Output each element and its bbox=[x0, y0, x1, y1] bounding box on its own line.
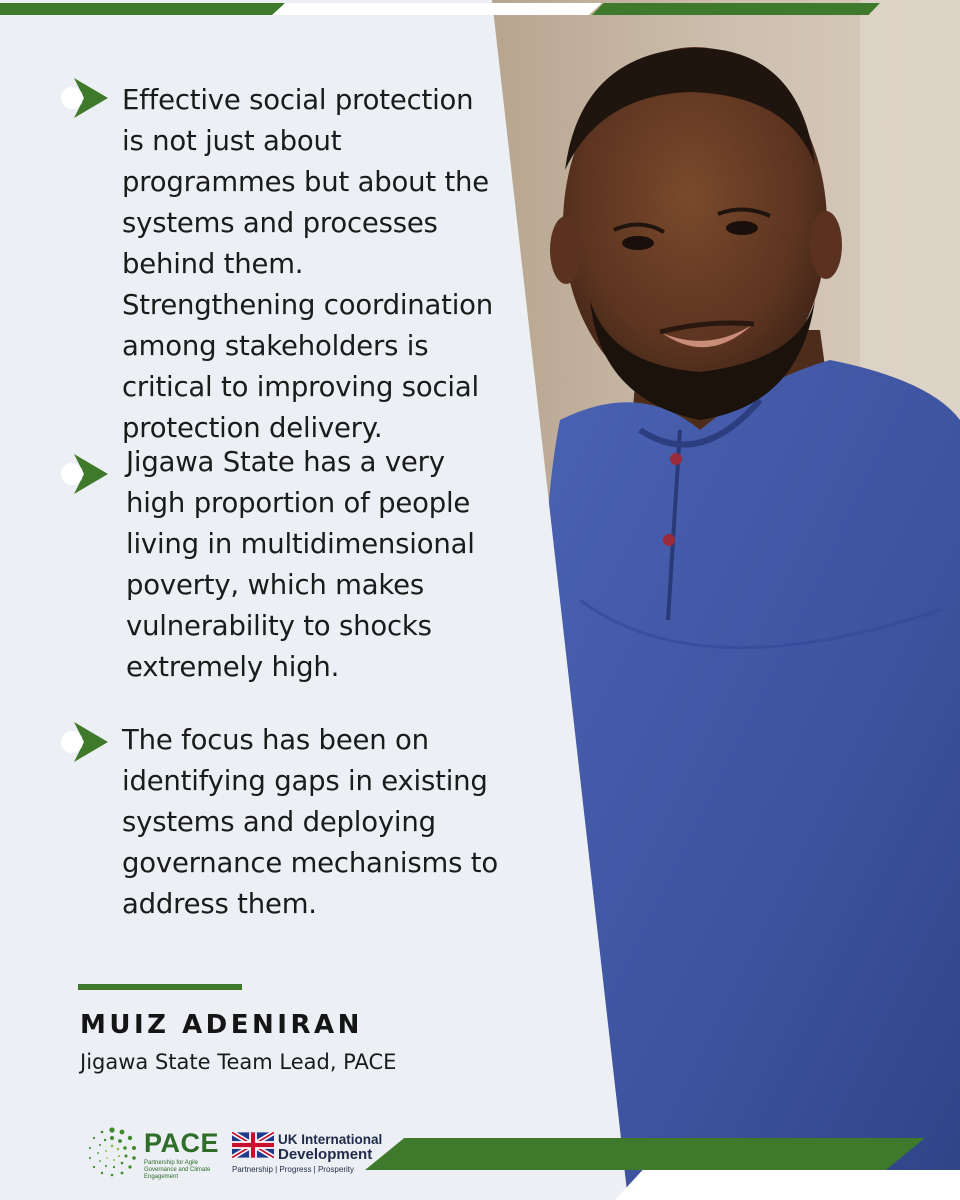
speaker-name: MUIZ ADENIRAN bbox=[80, 1010, 363, 1040]
top-stripe-left bbox=[0, 3, 285, 15]
arrow-bullet-icon bbox=[58, 720, 110, 764]
quote-3: The focus has been on identifying gaps in existing systems and deploying governance mechanisms to address them. bbox=[122, 724, 498, 920]
top-stripe-right bbox=[592, 3, 880, 15]
bottom-stripe-green bbox=[365, 1138, 925, 1170]
quote-1: Effective social protection is not just about programmes but about the systems and processes behind them. Strengthening coordination among stakeholders is critical to improving social protection delivery. bbox=[122, 84, 494, 444]
uk-development-tagline: Partnership | Progress | Prosperity bbox=[232, 1165, 354, 1174]
arrow-bullet-icon bbox=[58, 76, 110, 120]
union-jack-icon bbox=[232, 1132, 274, 1158]
pace-logo-icon bbox=[84, 1124, 140, 1180]
name-divider bbox=[78, 984, 242, 990]
top-stripe-middle bbox=[272, 3, 602, 15]
arrow-bullet-icon bbox=[58, 452, 110, 496]
pace-tagline: Partnership for Agile Governance and Climate Engagement bbox=[144, 1160, 211, 1180]
uk-development-title bbox=[278, 1132, 382, 1162]
pace-logo-text: PACE bbox=[144, 1128, 220, 1158]
speaker-role: Jigawa State Team Lead, PACE bbox=[80, 1050, 397, 1074]
bottom-stripe-white bbox=[615, 1170, 960, 1200]
uk-title-line-1: UK International bbox=[278, 1132, 383, 1147]
partner-logos bbox=[84, 1124, 384, 1184]
quote-2: Jigawa State has a very high proportion of people living in multidimensional poverty, which makes vulnerability to shocks extremely high. bbox=[126, 446, 475, 683]
uk-title-line-2: Development bbox=[278, 1146, 373, 1163]
